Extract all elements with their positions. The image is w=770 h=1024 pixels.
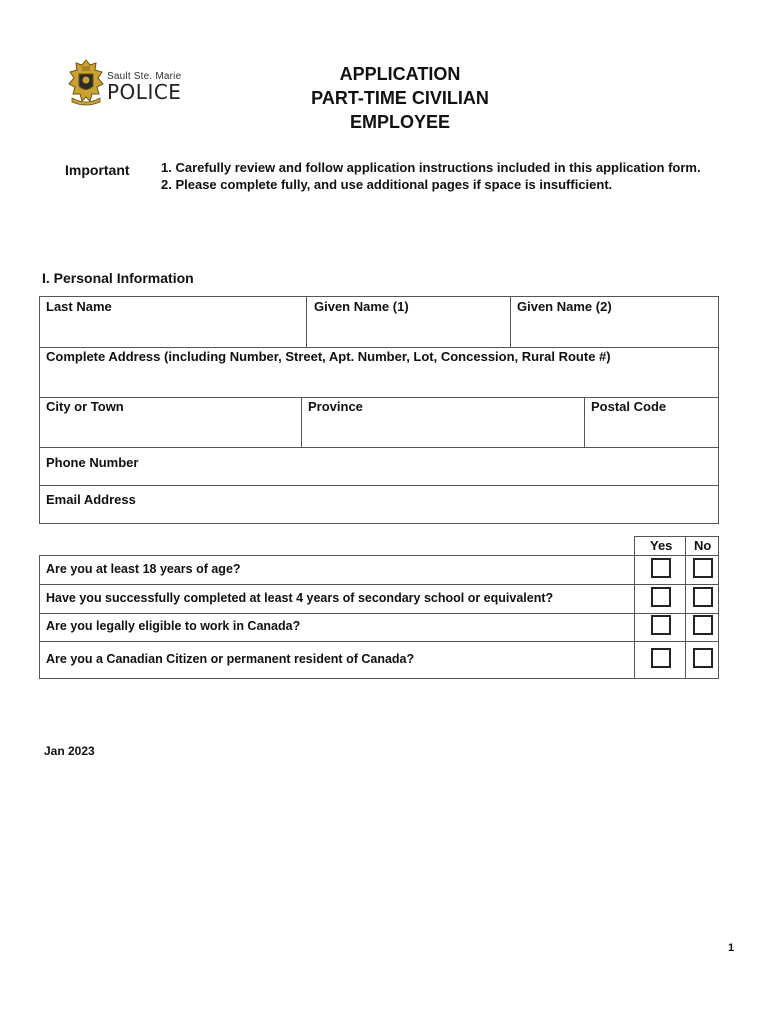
instruction-item-1: 1. Carefully review and follow application instructions included in this application form. [161, 160, 701, 175]
question-secondary-school: Have you successfully completed at least 4 years of secondary school or equivalent? [46, 591, 554, 605]
logo-city-text: Sault Ste. Marie [107, 71, 182, 82]
question-age: Are you at least 18 years of age? [46, 562, 241, 576]
personal-info-heading: I. Personal Information [42, 270, 194, 286]
phone-field[interactable]: Phone Number [46, 455, 139, 470]
question-citizenship: Are you a Canadian Citizen or permanent resident of Canada? [46, 652, 415, 666]
yes-checkbox-citizenship[interactable] [651, 648, 671, 668]
title-line-3: EMPLOYEE [349, 112, 451, 132]
yes-checkbox-work-eligibility[interactable] [651, 615, 671, 635]
page-number: 1 [728, 942, 735, 954]
instruction-item-2: 2. Please complete fully, and use additional pages if space is insufficient. [161, 177, 613, 192]
email-field[interactable]: Email Address [46, 492, 136, 507]
postal-code-field[interactable]: Postal Code [591, 399, 667, 414]
given-name-1-field[interactable]: Given Name (1) [314, 299, 409, 314]
yes-column-label: Yes [650, 538, 673, 553]
province-field[interactable]: Province [308, 399, 363, 414]
page-title [250, 62, 550, 134]
no-checkbox-citizenship[interactable] [693, 648, 713, 668]
given-name-2-field[interactable]: Given Name (2) [517, 299, 612, 314]
police-crest-icon [66, 58, 106, 108]
last-name-field[interactable]: Last Name [46, 299, 112, 314]
question-work-eligibility: Are you legally eligible to work in Canada? [46, 619, 301, 633]
title-line-2: PART-TIME CIVILIAN [311, 88, 489, 108]
no-checkbox-work-eligibility[interactable] [693, 615, 713, 635]
no-column-label: No [694, 538, 712, 553]
no-checkbox-secondary-school[interactable] [693, 587, 713, 607]
title-line-1: APPLICATION [339, 64, 461, 84]
yes-checkbox-age[interactable] [651, 558, 671, 578]
important-label: Important [65, 162, 130, 178]
logo-police-text: POLICE [107, 80, 182, 104]
yes-checkbox-secondary-school[interactable] [651, 587, 671, 607]
personal-info-form [39, 296, 719, 524]
revision-date: Jan 2023 [44, 744, 95, 758]
address-field[interactable]: Complete Address (including Number, Street, Apt. Number, Lot, Concession, Rural Route #) [46, 349, 611, 364]
no-checkbox-age[interactable] [693, 558, 713, 578]
city-field[interactable]: City or Town [46, 399, 124, 414]
